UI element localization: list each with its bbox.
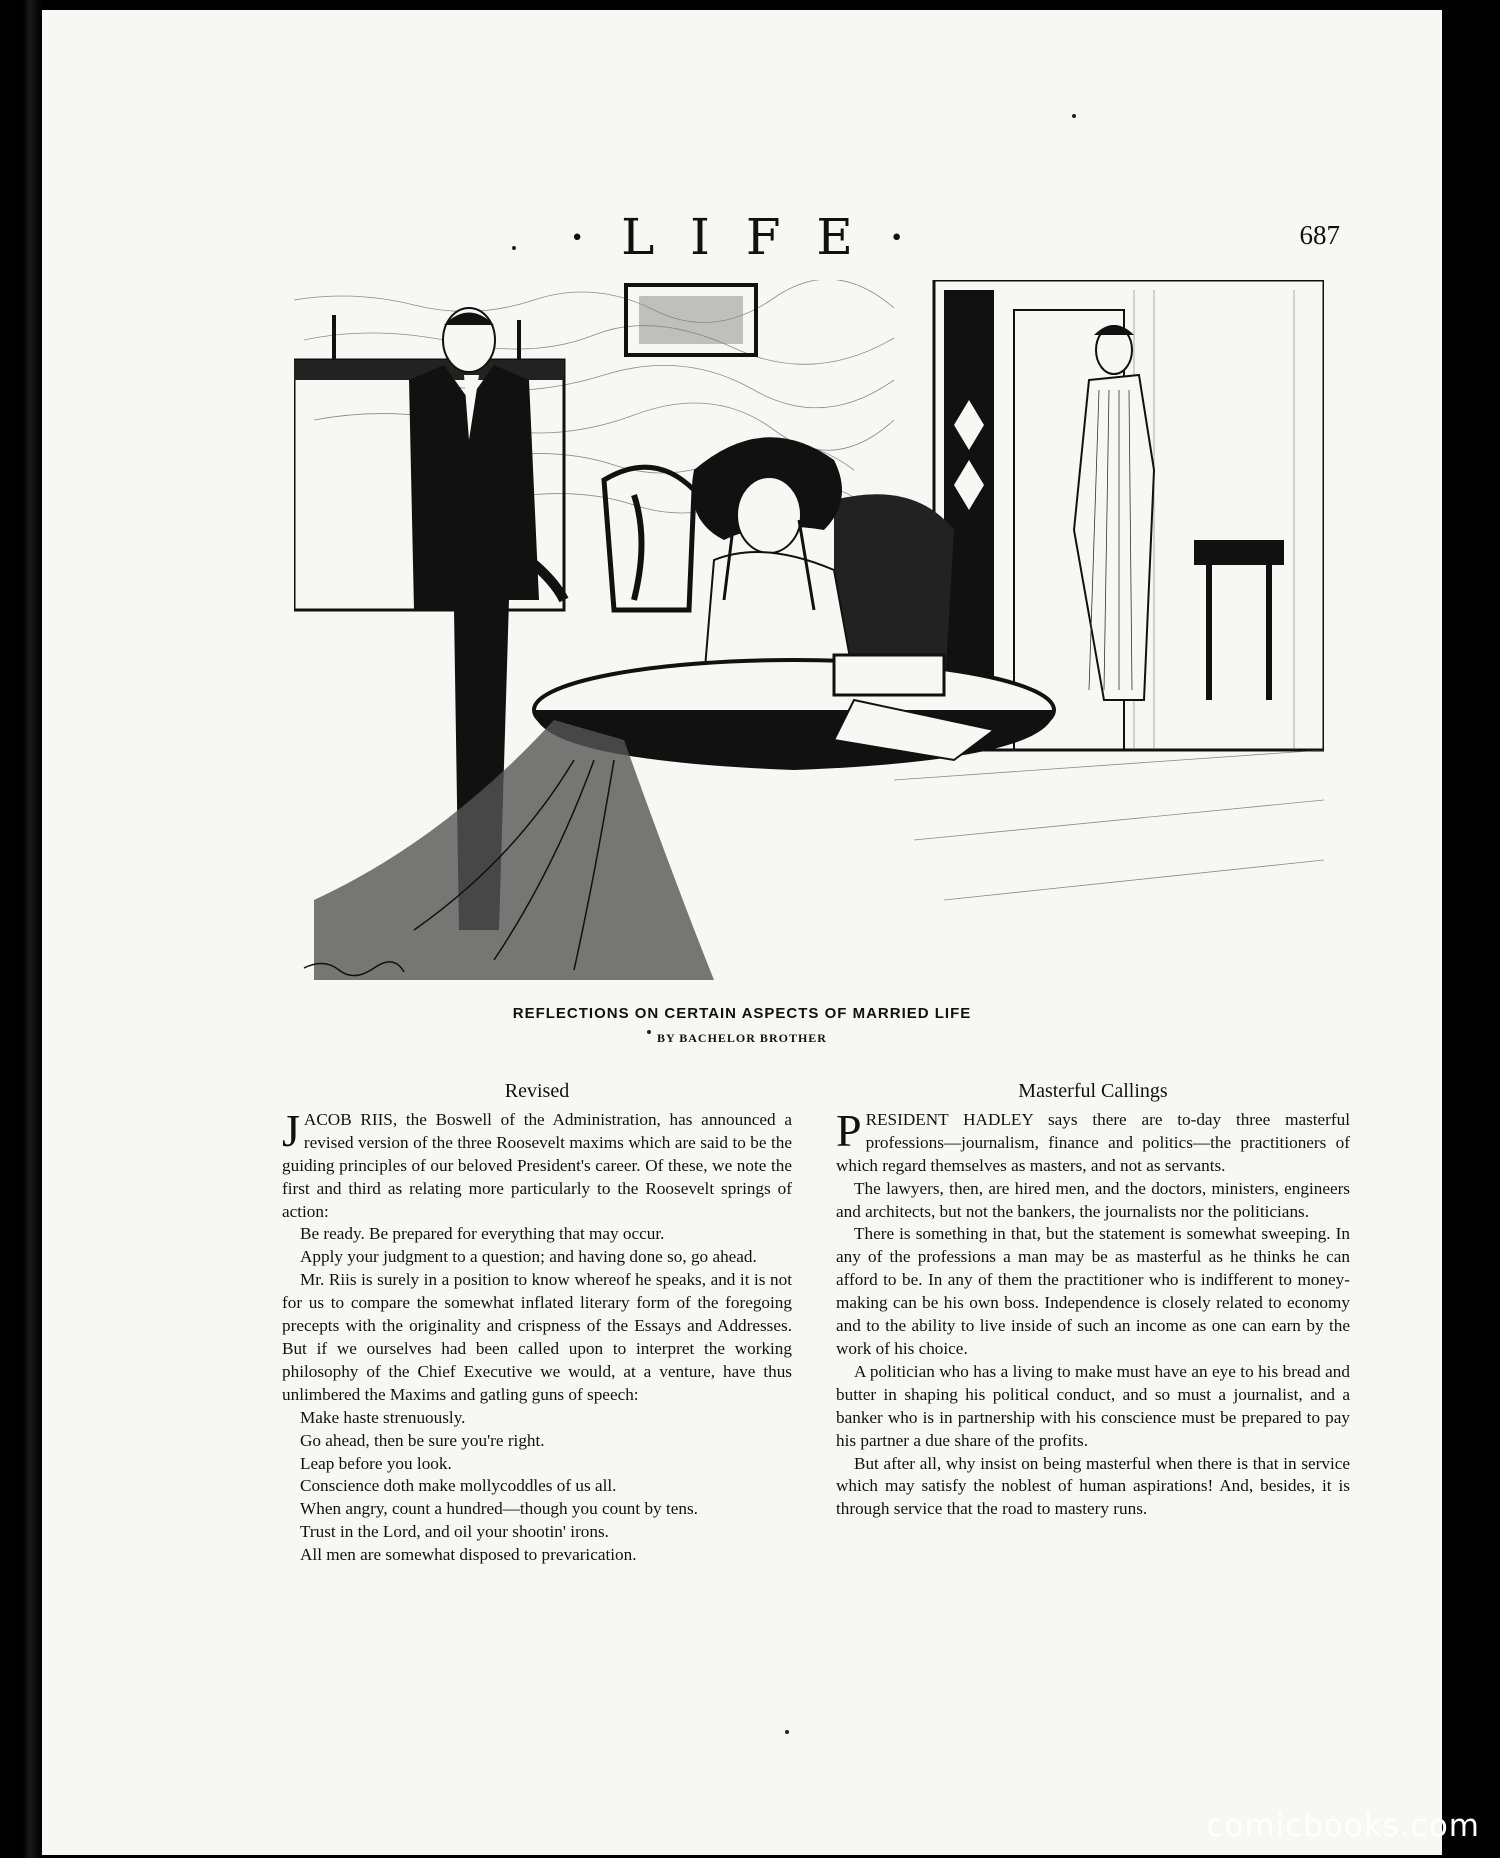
- maxim-line: Conscience doth make mollycoddles of us all.: [300, 1476, 617, 1496]
- maxim-line: Go ahead, then be sure you're right.: [300, 1430, 545, 1450]
- print-speck: [647, 1030, 651, 1034]
- maxim-line: Make haste strenuously.: [300, 1407, 466, 1427]
- article-paragraph: But after all, why insist on being masterful when there is that in service which may satisfy the noblest of human aspirations! And, besides, it is through service that the road to mastery runs.: [836, 1453, 1350, 1519]
- article-paragraph: PRESIDENT HADLEY says there are to-day three masterful professions—journalism, finance and politics—the practitioners of which regard themselves as masters, and not as servants.: [836, 1104, 1350, 1175]
- maxim-line: Leap before you look.: [300, 1453, 452, 1473]
- masthead: [42, 208, 1442, 266]
- binding-edge-left: [0, 0, 42, 1858]
- article-paragraph: Mr. Riis is surely in a position to know whereof he speaks, and it is not for us to compare the somewhat inflated literary form of the foregoing precepts with the originality and crispness of the Essays and Addresses. But if we ourselves had been called upon to interpret the working philosophy of the Chief Executive we would, at a venture, have thus unlimbered the Maxims and gatling guns of speech:: [282, 1270, 792, 1404]
- page-number: 687: [1299, 220, 1340, 250]
- article-paragraph: There is something in that, but the statement is somewhat sweeping. In any of the professions a man may be as masterful as he thinks he can afford to be. In any of them the practitioner who is indifferent to money-making can be his own boss. Independence is closely related to economy and to the ability to live inside of such an income as one can earn by the work of his choice.: [836, 1224, 1350, 1358]
- maxim-line: Trust in the Lord, and oil your shootin' irons.: [300, 1522, 609, 1542]
- article-paragraph: Apply your judgment to a question; and having done so, go ahead.: [300, 1247, 757, 1267]
- binding-edge-right: [1442, 0, 1500, 1858]
- article-paragraph: JACOB RIIS, the Boswell of the Administration, has announced a revised version of the three Roosevelt maxims which are said to be the guiding principles of our beloved President's career. Of these, we note the first and third as relating more particularly to the Roosevelt springs of action:: [282, 1104, 792, 1221]
- article-heading: Revised: [504, 1080, 570, 1102]
- article-revised: [282, 1080, 792, 1567]
- print-speck: [785, 1730, 789, 1734]
- article-paragraph: The lawyers, then, are hired men, and the doctors, ministers, engineers and architects, but not the bankers, the journalists nor the politicians.: [836, 1178, 1350, 1221]
- article-paragraph: Be ready. Be prepared for everything that may occur.: [300, 1224, 665, 1244]
- illustration-byline: BY BACHELOR BROTHER: [657, 1031, 827, 1045]
- illustration-caption: REFLECTIONS ON CERTAIN ASPECTS OF MARRIED LIFE: [512, 1005, 972, 1022]
- masthead-title: · L I F E ·: [569, 208, 915, 266]
- print-speck: [1072, 114, 1076, 118]
- article-paragraph: A politician who has a living to make must have an eye to his bread and butter in shaping his political conduct, and so must a journalist, and a banker who is in partnership with his conscience must be prepared to pay his partner a due share of the profits.: [836, 1361, 1350, 1450]
- maxim-line: All men are somewhat disposed to prevarication.: [300, 1545, 637, 1565]
- illustration-married-life: [294, 280, 1324, 990]
- maxim-line: When angry, count a hundred—though you count by tens.: [300, 1499, 698, 1519]
- site-watermark: comicbooks.com: [1206, 1808, 1480, 1844]
- article-masterful-callings: [836, 1080, 1350, 1521]
- magazine-page: [42, 10, 1442, 1855]
- print-speck: [512, 246, 516, 250]
- article-heading: Masterful Callings: [1018, 1080, 1168, 1102]
